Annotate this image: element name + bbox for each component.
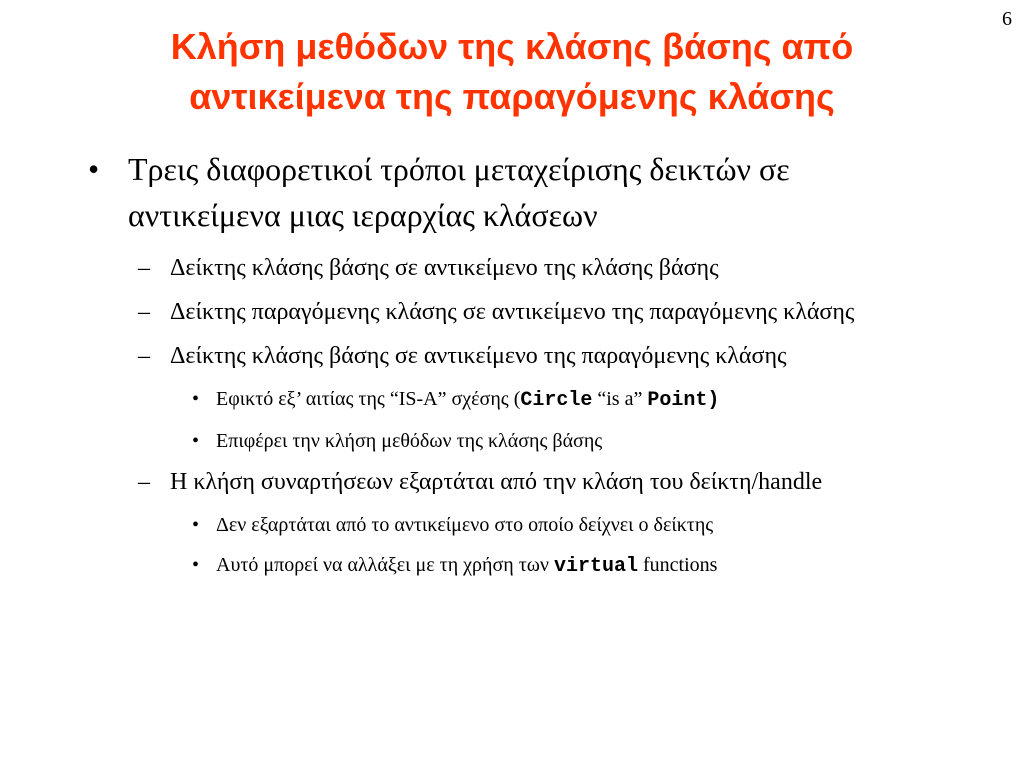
sub-bullet-derived-to-derived xyxy=(138,294,930,330)
sub-sub-bullet-is-a xyxy=(192,384,976,416)
bullet-main xyxy=(88,146,928,238)
sub-bullet-text: Δείκτης κλάσης βάσης σε αντικείμενο της παραγόμενης κλάσης xyxy=(170,343,787,369)
bullet-marker: • xyxy=(192,514,200,536)
sub-sub-bullet-text-middle: “is a” xyxy=(592,388,648,410)
sub-sub-bullet-text: Δεν εξαρτάται από το αντικείμενο στο οποίο δείχνει ο δείκτης xyxy=(216,514,714,536)
sub-sub-bullet-text-before: Αυτό μπορεί να αλλάξει με τη χρήση των xyxy=(216,554,554,576)
sub-sub-bullet-text-before: Εφικτό εξ’ αιτίας της “IS-A” σχέσης ( xyxy=(216,388,521,410)
dash-marker: – xyxy=(138,469,150,495)
dash-marker: – xyxy=(138,299,150,325)
dash-marker: – xyxy=(138,343,150,369)
bullet-main-text: Τρεις διαφορετικοί τρόποι μεταχείρισης δεικτών σε αντικείμενα μιας ιεραρχίας κλάσεων xyxy=(128,151,790,233)
bullet-marker: • xyxy=(192,554,200,576)
slide-number: 6 xyxy=(1002,8,1012,30)
sub-bullet-base-to-derived xyxy=(138,338,930,374)
sub-sub-bullet-virtual xyxy=(192,550,976,582)
sub-sub-bullet-not-object xyxy=(192,510,976,540)
sub-bullet-text: Η κλήση συναρτήσεων εξαρτάται από την κλάση του δείκτη/handle xyxy=(170,469,823,495)
bullet-marker: • xyxy=(88,151,100,187)
sub-bullet-base-to-base xyxy=(138,250,930,286)
bullet-marker: • xyxy=(192,388,200,410)
code-point: Point) xyxy=(647,389,720,412)
sub-bullet-text: Δείκτης παραγόμενης κλάσης σε αντικείμενο της παραγόμενης κλάσης xyxy=(170,299,855,325)
slide-title-line-2: αντικείμενα της παραγόμενης κλάσης xyxy=(189,76,835,117)
code-circle: Circle xyxy=(520,389,593,412)
sub-sub-bullet-base-methods xyxy=(192,426,976,456)
sub-bullet-text: Δείκτης κλάσης βάσης σε αντικείμενο της κλάσης βάσης xyxy=(170,255,719,281)
bullet-marker: • xyxy=(192,430,200,452)
slide-body xyxy=(0,146,1024,582)
sub-sub-bullet-text-after: functions xyxy=(637,554,718,576)
dash-marker: – xyxy=(138,255,150,281)
sub-bullet-call-depends-on-handle xyxy=(138,464,930,500)
slide-title xyxy=(0,22,1024,122)
slide-title-line-1: Κλήση μεθόδων της κλάσης βάσης από xyxy=(170,26,854,67)
code-virtual: virtual xyxy=(553,555,638,578)
sub-sub-bullet-text: Επιφέρει την κλήση μεθόδων της κλάσης βάσης xyxy=(216,430,603,452)
